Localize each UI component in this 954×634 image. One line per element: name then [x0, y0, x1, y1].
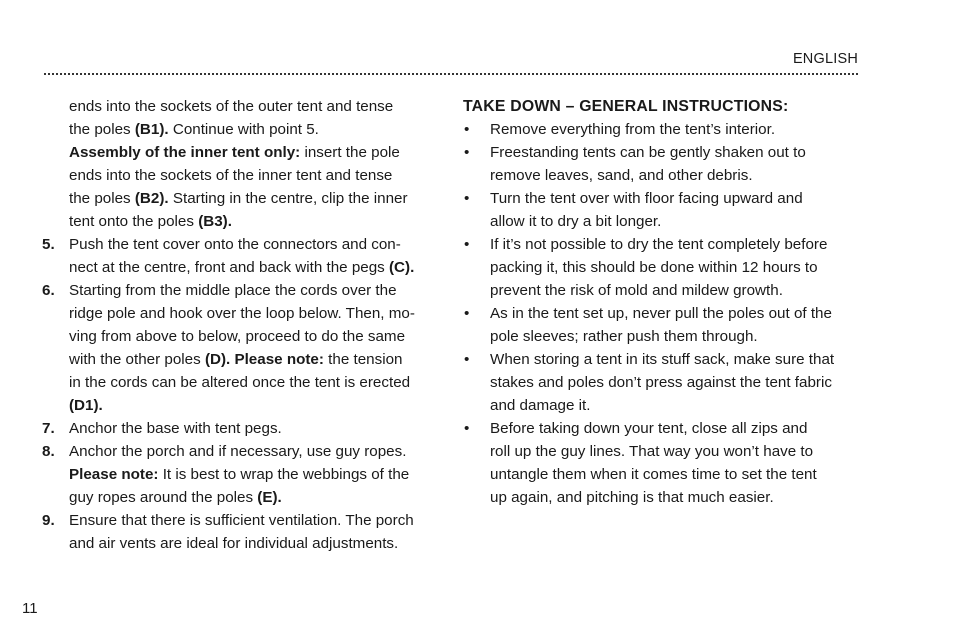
continuation-paragraph	[42, 95, 442, 141]
text-line: allow it to dry a bit longer.	[490, 213, 662, 230]
bullet-dot: •	[464, 190, 470, 207]
bullet-item	[463, 417, 863, 509]
bullet-item	[463, 118, 863, 141]
text-line: Assembly of the inner tent only: insert the pole	[69, 144, 400, 161]
header-language: ENGLISH	[792, 51, 858, 67]
text-line: and air vents are ideal for individual adjustments.	[69, 535, 399, 552]
numbered-item-8	[42, 440, 442, 509]
text-line: remove leaves, sand, and other debris.	[490, 167, 753, 184]
text-line: ends into the sockets of the inner tent and tense	[69, 167, 393, 184]
text-line: Please note: It is best to wrap the webbings of the	[69, 466, 410, 483]
text-line: the poles (B2). Starting in the centre, clip the inner	[69, 190, 408, 207]
text-line: Starting from the middle place the cords over the	[69, 282, 397, 299]
bullet-item	[463, 141, 863, 187]
bullet-item	[463, 302, 863, 348]
text-line: If it’s not possible to dry the tent completely before	[490, 236, 828, 253]
bullet-dot: •	[464, 121, 470, 138]
bullet-dot: •	[464, 420, 470, 437]
bullet-dot: •	[464, 351, 470, 368]
text-line: prevent the risk of mold and mildew growth.	[490, 282, 783, 299]
text-line: Push the tent cover onto the connectors and con-	[69, 236, 401, 253]
text-line: pole sleeves; rather push them through.	[490, 328, 758, 345]
text-line: tent onto the poles (B3).	[69, 213, 232, 230]
bullet-item	[463, 233, 863, 302]
text-line: When storing a tent in its stuff sack, make sure that	[490, 351, 835, 368]
numbered-item-7	[42, 417, 442, 440]
bullet-item	[463, 187, 863, 233]
text-line: Anchor the base with tent pegs.	[69, 420, 282, 437]
text-line: ving from above to below, proceed to do the same	[69, 328, 406, 345]
item-number: 5.	[42, 236, 55, 253]
text-line: and damage it.	[490, 397, 591, 414]
page-number: 11	[22, 600, 38, 617]
bullet-dot: •	[464, 144, 470, 161]
bullet-item	[463, 348, 863, 417]
inner-tent-paragraph	[42, 141, 442, 233]
item-number: 8.	[42, 443, 55, 460]
text-line: Remove everything from the tent’s interior.	[490, 121, 776, 138]
text-line: the poles (B1). Continue with point 5.	[69, 121, 319, 138]
numbered-item-9	[42, 509, 442, 555]
text-line: As in the tent set up, never pull the poles out of the	[490, 305, 832, 322]
text-line: roll up the guy lines. That way you won’t have to	[490, 443, 814, 460]
right-column	[463, 95, 863, 509]
item-number: 7.	[42, 420, 55, 437]
text-line: nect at the centre, front and back with the pegs (C).	[69, 259, 415, 276]
text-line: Anchor the porch and if necessary, use guy ropes.	[69, 443, 407, 460]
text-line: ridge pole and hook over the loop below. Then, mo-	[69, 305, 415, 322]
header-dotted-rule	[44, 73, 858, 75]
text-line: Freestanding tents can be gently shaken out to	[490, 144, 806, 161]
bullet-list	[463, 118, 863, 509]
section-title: TAKE DOWN – GENERAL INSTRUCTIONS:	[463, 98, 789, 115]
bullet-dot: •	[464, 236, 470, 253]
text-line: ends into the sockets of the outer tent and tense	[69, 98, 394, 115]
text-line: Turn the tent over with floor facing upward and	[490, 190, 803, 207]
numbered-item-6	[42, 279, 442, 417]
numbered-item-5	[42, 233, 442, 279]
text-line: with the other poles (D). Please note: the tension	[69, 351, 403, 368]
text-line: packing it, this should be done within 12 hours to	[490, 259, 818, 276]
item-number: 6.	[42, 282, 55, 299]
text-line: untangle them when it comes time to set the tent	[490, 466, 817, 483]
text-line: Before taking down your tent, close all zips and	[490, 420, 808, 437]
left-column	[42, 95, 442, 555]
item-number: 9.	[42, 512, 55, 529]
text-line: stakes and poles don’t press against the tent fabric	[490, 374, 832, 391]
text-line: (D1).	[69, 397, 103, 414]
text-line: in the cords can be altered once the tent is erected	[69, 374, 411, 391]
text-line: Ensure that there is sufficient ventilation. The porch	[69, 512, 414, 529]
bullet-dot: •	[464, 305, 470, 322]
text-line: guy ropes around the poles (E).	[69, 489, 282, 506]
text-line: up again, and pitching is that much easier.	[490, 489, 774, 506]
